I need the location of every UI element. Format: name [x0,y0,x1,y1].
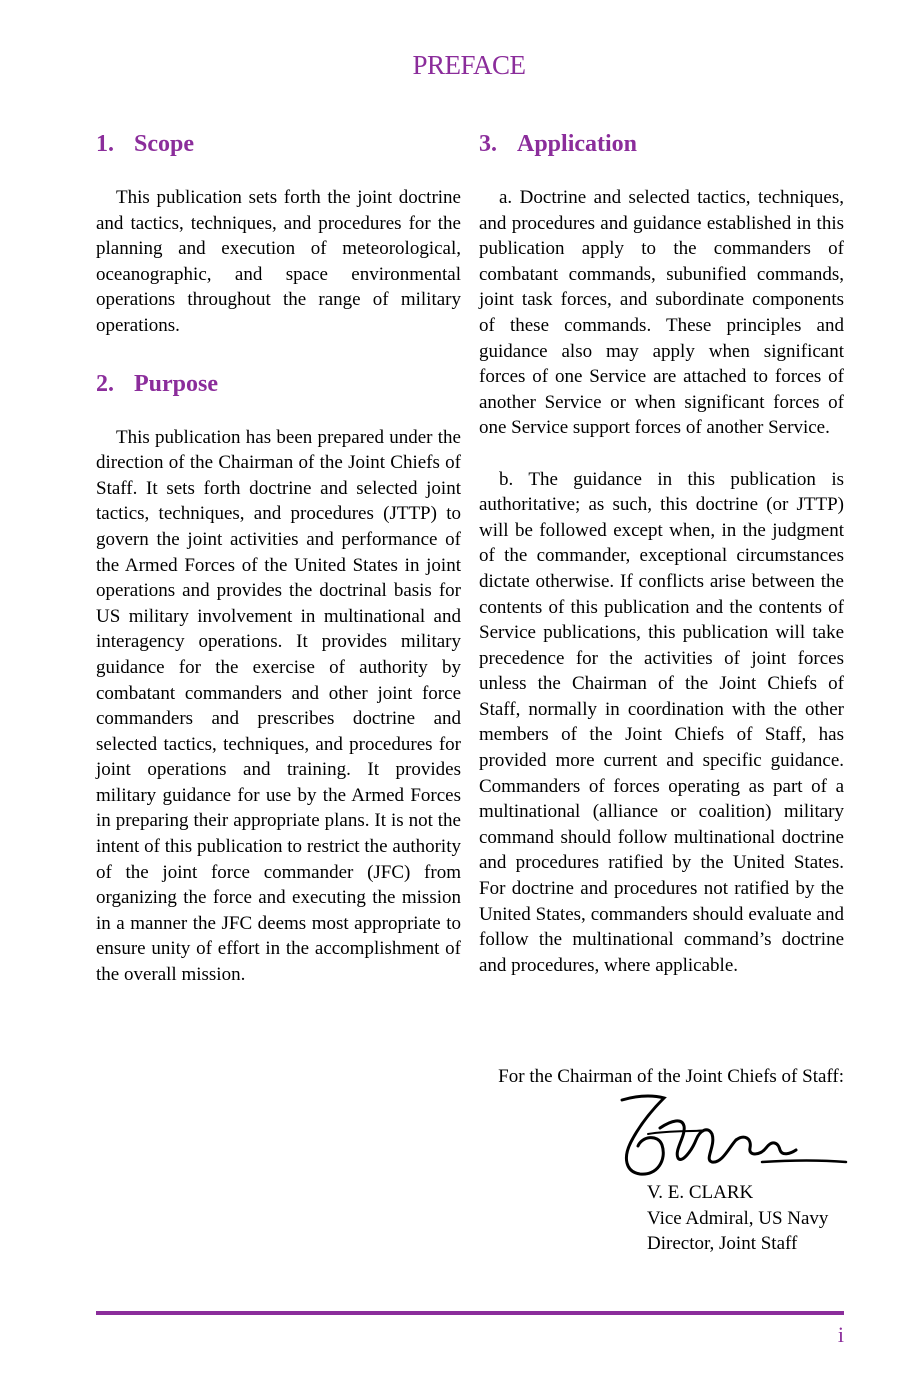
section-title: Purpose [134,370,218,397]
signature-image [612,1090,848,1182]
application-paragraph-b: b. The guidance in this publication is authoritative; as such, this doctrine (or JTTP) will be followed except when, in the judgment of the commander, exceptional circumstances dictate otherwise. If conflicts arise between the contents of this publication and the contents of Service publications, this publication will take precedence for the activities of joint forces unless the Chairman of the Joint Chiefs of Staff, normally in coordination with the other members of the Joint Chiefs of Staff, has provided more current and specific guidance. Commanders of forces operating as part of a multinational (alliance or coalition) military command should follow multinational doctrine and procedures ratified by the United States. For doctrine and procedures not ratified by the United States, commanders should evaluate and follow the multinational command’s doctrine and procedures, where applicable. [479,468,844,976]
signature-block [647,1180,828,1257]
signature-for-line: For the Chairman of the Joint Chiefs of Staff: [498,1066,844,1087]
section-heading-purpose [96,367,461,401]
page-number: i [837,1322,844,1347]
footer-rule [96,1311,844,1315]
page-title: PREFACE [412,50,526,80]
signatory-position: Director, Joint Staff [647,1233,798,1254]
signatory-name: V. E. CLARK [647,1182,754,1203]
section-number: 2. [96,370,114,397]
right-column [479,127,844,978]
section-heading-application [479,127,844,161]
left-column [96,127,461,988]
signatory-rank: Vice Admiral, US Navy [647,1207,829,1229]
section-title: Application [517,131,638,157]
purpose-paragraph: This publication has been prepared under the direction of the Chairman of the Joint Chiefs of Staff. It sets forth doctrine and selected joint tactics, techniques, and procedures (JTTP) to govern the joint activities and performance of the Armed Forces of the United States in joint operations and provides the doctrinal basis for US military involvement in multinational and interagency operations. It provides military guidance for the exercise of authority by combatant commanders and other joint force commanders and prescribes doctrine and selected tactics, techniques, and procedures for joint operations and training. It provides military guidance for use by the Armed Forces in preparing their appropriate plans. It is not the intent of this publication to restrict the authority of the joint force commander (JFC) from organizing the force and executing the mission in a manner the JFC deems most appropriate to ensure unity of effort in the accomplishment of the overall mission. [96,426,461,986]
section-number: 3. [479,131,497,157]
section-heading-scope [96,127,461,161]
scope-paragraph: This publication sets forth the joint doctrine and tactics, techniques, and procedures for the planning and execution of meteorological, oceanographic, and space environmental operations throughout the range of military operations. [96,187,461,336]
section-title: Scope [134,131,194,157]
application-paragraph-a: a. Doctrine and selected tactics, techniques, and procedures and guidance established in this publication apply to the commanders of combatant commands, subunified commands, joint task forces, and subordinate components of these commands. These principles and guidance also may apply when significant forces of one Service are attached to forces of another Service or when significant forces of one Service support forces of another Service. [479,187,844,439]
section-number: 1. [96,131,114,157]
